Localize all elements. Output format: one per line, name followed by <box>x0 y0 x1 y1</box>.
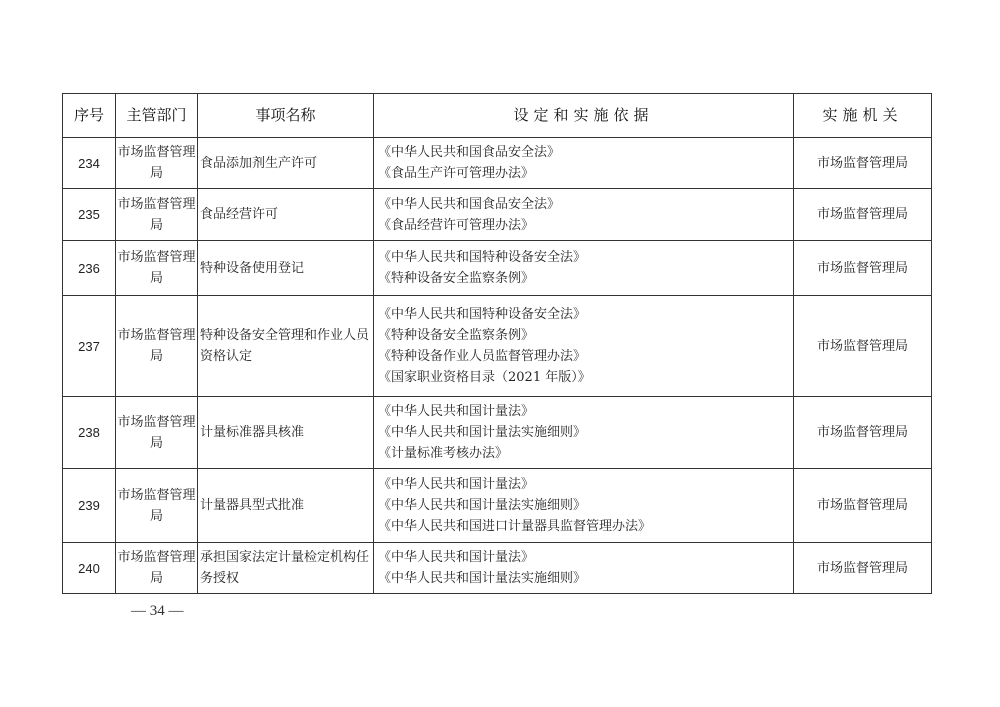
row-item-name: 计量器具型式批准 <box>198 469 374 543</box>
row-legal-basis <box>374 397 794 469</box>
row-number: 236 <box>63 241 116 296</box>
row-number: 238 <box>63 397 116 469</box>
table-row <box>63 397 932 469</box>
basis-line: 《中华人民共和国计量法实施细则》 <box>378 571 587 586</box>
table-row <box>63 241 932 296</box>
page-number: — 34 — <box>131 603 184 619</box>
basis-line: 《中华人民共和国计量法实施细则》 <box>378 425 587 440</box>
basis-line: 《中华人民共和国计量法》 <box>378 550 535 565</box>
header-dept: 主管部门 <box>116 94 198 138</box>
basis-line: 《中华人民共和国特种设备安全法》 <box>378 307 587 322</box>
header-no: 序号 <box>63 94 116 138</box>
table-row <box>63 296 932 397</box>
row-item-name: 食品经营许可 <box>198 189 374 241</box>
table-row <box>63 543 932 594</box>
row-number: 235 <box>63 189 116 241</box>
row-legal-basis <box>374 469 794 543</box>
row-legal-basis <box>374 138 794 189</box>
row-legal-basis <box>374 543 794 594</box>
row-number: 240 <box>63 543 116 594</box>
row-department: 市场监督管理局 <box>116 469 198 543</box>
header-org: 实施机关 <box>794 94 932 138</box>
row-implementing-agency: 市场监督管理局 <box>794 241 932 296</box>
basis-line: 《特种设备安全监察条例》 <box>378 328 535 343</box>
row-legal-basis <box>374 241 794 296</box>
header-item: 事项名称 <box>198 94 374 138</box>
row-item-name: 食品添加剂生产许可 <box>198 138 374 189</box>
row-item-name: 特种设备使用登记 <box>198 241 374 296</box>
basis-line: 《中华人民共和国食品安全法》 <box>378 196 561 212</box>
row-number: 237 <box>63 296 116 397</box>
row-department: 市场监督管理局 <box>116 397 198 469</box>
table-row <box>63 189 932 241</box>
authorization-table <box>62 93 932 594</box>
table-row <box>63 469 932 543</box>
basis-line: 《中华人民共和国进口计量器具监督管理办法》 <box>378 519 652 534</box>
row-legal-basis <box>374 189 794 241</box>
row-number: 234 <box>63 138 116 189</box>
row-item-name: 特种设备安全管理和作业人员资格认定 <box>198 296 374 397</box>
row-implementing-agency: 市场监督管理局 <box>794 469 932 543</box>
row-department: 市场监督管理局 <box>116 543 198 594</box>
basis-line: 《中华人民共和国食品安全法》 <box>378 145 561 160</box>
table-header-row <box>63 94 932 138</box>
basis-line: 《中华人民共和国计量法实施细则》 <box>378 498 587 513</box>
basis-line: 《食品生产许可管理办法》 <box>378 166 535 181</box>
basis-line: 《食品经营许可管理办法》 <box>378 217 535 233</box>
row-implementing-agency: 市场监督管理局 <box>794 138 932 189</box>
row-implementing-agency: 市场监督管理局 <box>794 189 932 241</box>
basis-line: 《中华人民共和国特种设备安全法》 <box>378 250 587 265</box>
row-implementing-agency: 市场监督管理局 <box>794 296 932 397</box>
basis-line: 《特种设备安全监察条例》 <box>378 271 535 286</box>
header-basis: 设定和实施依据 <box>374 94 794 138</box>
table-row <box>63 138 932 189</box>
basis-line: 《中华人民共和国计量法》 <box>378 404 535 419</box>
basis-line: 《中华人民共和国计量法》 <box>378 477 535 492</box>
basis-line: 《国家职业资格目录（2021 年版）》 <box>378 370 591 385</box>
row-department: 市场监督管理局 <box>116 138 198 189</box>
basis-line: 《特种设备作业人员监督管理办法》 <box>378 349 587 364</box>
basis-line: 《计量标准考核办法》 <box>378 446 509 461</box>
row-implementing-agency: 市场监督管理局 <box>794 397 932 469</box>
row-department: 市场监督管理局 <box>116 189 198 241</box>
row-department: 市场监督管理局 <box>116 296 198 397</box>
row-legal-basis <box>374 296 794 397</box>
row-item-name: 计量标准器具核准 <box>198 397 374 469</box>
row-department: 市场监督管理局 <box>116 241 198 296</box>
row-item-name: 承担国家法定计量检定机构任务授权 <box>198 543 374 594</box>
row-number: 239 <box>63 469 116 543</box>
row-implementing-agency: 市场监督管理局 <box>794 543 932 594</box>
table-body <box>63 138 932 594</box>
